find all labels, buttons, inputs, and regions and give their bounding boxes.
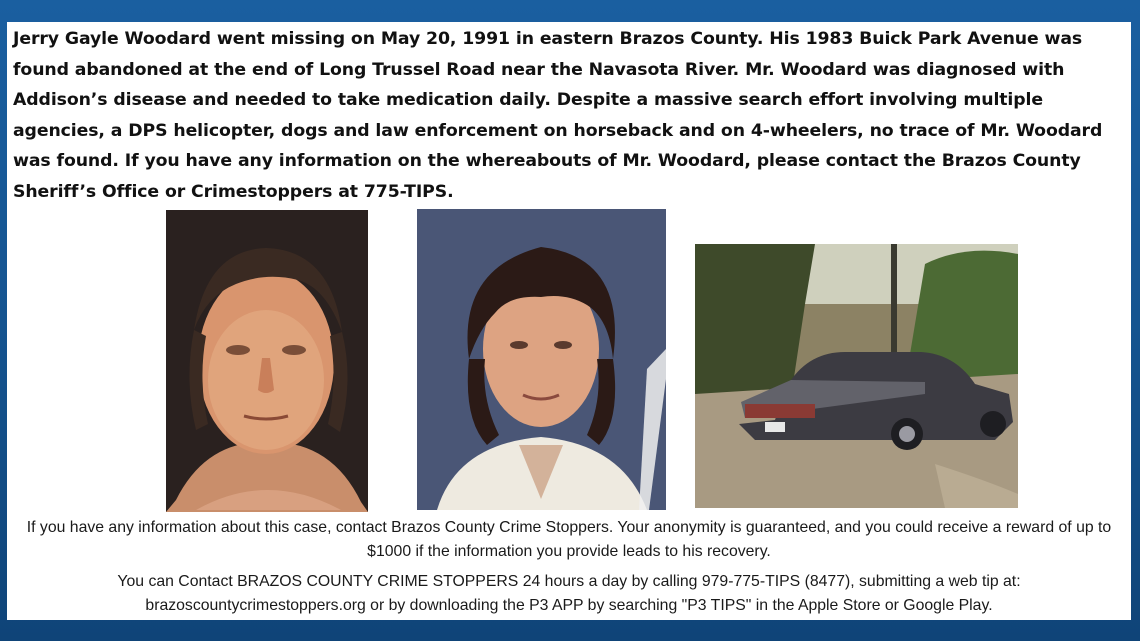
reward-info-text: If you have any information about this case, contact Brazos County Crime Stoppers. Your anonymity is guaranteed, and you could receive a reward of up to $1000 if the information you provide leads to his recovery. — [26, 519, 1112, 560]
portrait-photo-2 — [417, 209, 666, 510]
abandoned-car-photo — [695, 244, 1018, 508]
portrait-photo-1 — [166, 210, 368, 512]
flyer-document — [7, 22, 1131, 620]
case-summary-text: Jerry Gayle Woodard went missing on May 20, 1991 in eastern Brazos County. His 1983 Buick Park Avenue was found abandoned at the end of Long Trussel Road near the Navasota River. Mr. Woodard was diagnosed with Addison’s disease and needed to take medication daily. Despite a massive search effort involving multiple agencies, a DPS helicopter, dogs and law enforcement on horseback and on 4-wheelers, no trace of Mr. Woodard was found. If you have any information on the whereabouts of Mr. Woodard, please contact the Brazos County Sheriff’s Office or Crimestoppers at 775-TIPS. — [13, 29, 1103, 202]
contact-info-text: You can Contact BRAZOS COUNTY CRIME STOPPERS 24 hours a day by calling 979-775-TIPS (8477), submitting a web tip at: brazoscountycrimestoppers.org or by downloading the P3 APP by searching "P3 TIPS" in the Apple Store or Google Play. — [117, 573, 1021, 614]
